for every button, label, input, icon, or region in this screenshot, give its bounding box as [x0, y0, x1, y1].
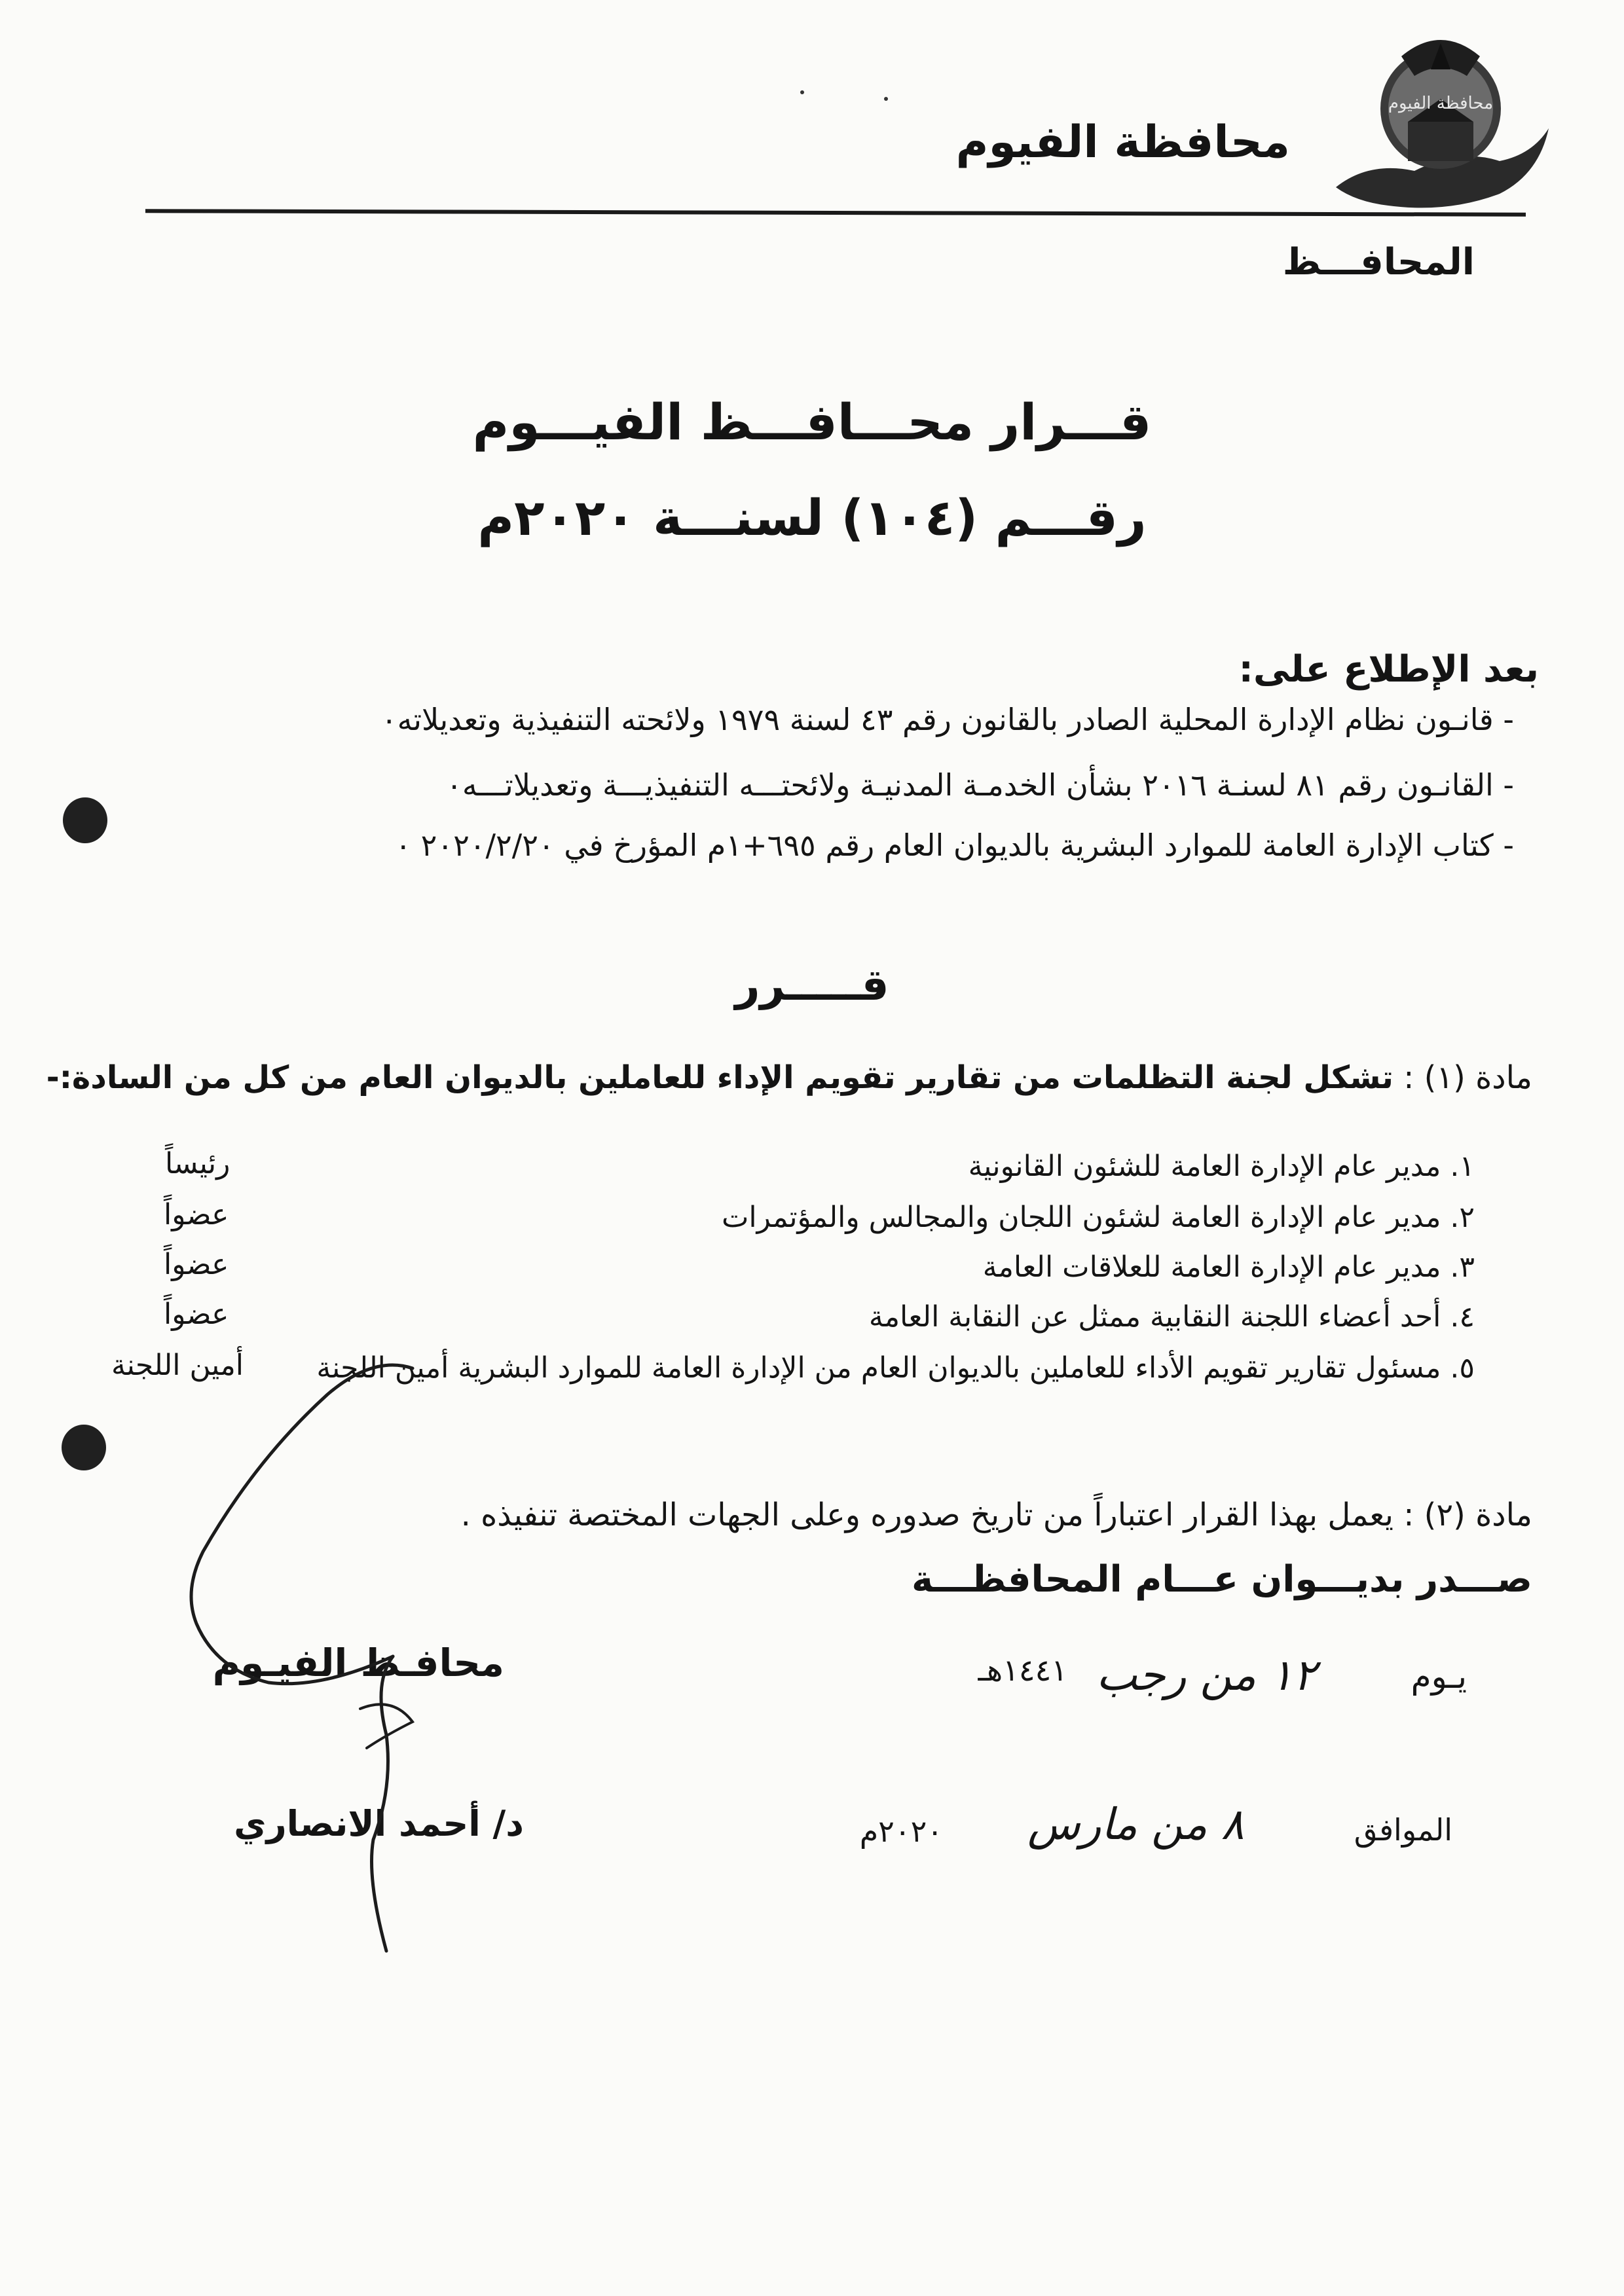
member-item: ١. مدير عام الإدارة العامة للشئون القانونية: [968, 1150, 1475, 1183]
member-role: رئيساً: [165, 1147, 231, 1180]
preamble-item: - القانـون رقم ٨١ لسنـة ٢٠١٦ بشأن الخدمـة المدنيـة ولائحتـــه التنفيذيـــة وتعديلاتـــه٠: [446, 767, 1514, 803]
scan-speck: [884, 97, 888, 101]
decides-heading: قـــــرر: [735, 960, 889, 1010]
member-item: ٢. مدير عام الإدارة العامة لشئون اللجان والمجالس والمؤتمرات: [721, 1201, 1475, 1234]
hijri-date-handwritten: ١٢ من رجب: [1096, 1650, 1316, 1700]
article-1-label: مادة (١) :: [1393, 1059, 1532, 1096]
signatory-name: د/ أحمد الانصاري: [234, 1803, 524, 1844]
article-1-text: تشكل لجنة التظلمات من تقارير تقويم الإداء للعاملين بالديوان العام من كل من السادة:-: [46, 1059, 1393, 1096]
issued-at-line: صـــدر بديـــوان عـــام المحافظـــة: [911, 1558, 1532, 1601]
member-role: عضواً: [164, 1248, 229, 1281]
member-role: عضواً: [164, 1198, 229, 1231]
punch-hole: [63, 797, 107, 843]
preamble-item: - كتاب الإدارة العامة للموارد البشرية بالديوان العام رقم ٦٩٥+١م المؤرخ في ٢٠٢٠/٢/٢٠ ٠: [395, 828, 1514, 863]
gregorian-date-handwritten: ٨ من مارس: [1027, 1799, 1244, 1850]
article-2: [461, 1497, 1532, 1533]
article-2-label: مادة (٢) :: [1393, 1497, 1532, 1533]
preamble-heading: بعد الإطلاع على:: [1238, 648, 1539, 691]
scan-speck: [800, 90, 804, 94]
header-divider: [145, 209, 1526, 217]
preamble-item: - قانـون نظام الإدارة المحلية الصادر بالقانون رقم ٤٣ لسنة ١٩٧٩ ولائحته التنفيذية وتعديلاته٠: [380, 702, 1514, 737]
article-2-text: يعمل بهذا القرار اعتباراً من تاريخ صدوره وعلى الجهات المختصة تنفيذه .: [460, 1497, 1393, 1533]
member-role: أمين اللجنة: [111, 1349, 244, 1382]
decision-title: قـــرار محـــافـــظ الفيـــوم: [472, 393, 1152, 451]
signature-icon: [177, 1342, 452, 1971]
decision-number-prefix: رقـــم: [995, 488, 1147, 547]
decision-number: [0, 488, 1624, 547]
article-1: [46, 1059, 1532, 1096]
member-item: ٣. مدير عام الإدارة العامة للعلاقات العامة: [982, 1250, 1475, 1284]
hijri-year: ١٤٤١هـ: [978, 1652, 1067, 1688]
svg-text:محافظة الفيوم: محافظة الفيوم: [1388, 94, 1494, 113]
punch-hole: [62, 1425, 106, 1470]
member-item: ٥. مسئول تقارير تقويم الأداء للعاملين بالديوان العام من الإدارة العامة للموارد البشرية أمين اللجنة: [316, 1351, 1475, 1385]
office-title: المحافـــظ: [1282, 241, 1475, 283]
decision-number-suffix: لسنـــة ٢٠٢٠م: [477, 488, 824, 547]
signatory-title: محافـظ الفيـوم: [212, 1641, 504, 1685]
governorate-emblem-icon: [1329, 30, 1552, 216]
decision-number-value: (١٠٤): [841, 488, 978, 547]
hijri-date-label: يـوم: [1411, 1658, 1467, 1696]
governorate-name: محافظة الفيوم: [955, 117, 1290, 168]
member-role: عضواً: [164, 1298, 229, 1331]
gregorian-year: ٢٠٢٠م: [859, 1813, 943, 1849]
gregorian-date-label: الموافق: [1354, 1812, 1452, 1848]
member-item: ٤. أحد أعضاء اللجنة النقابية ممثل عن النقابة العامة: [868, 1300, 1475, 1334]
